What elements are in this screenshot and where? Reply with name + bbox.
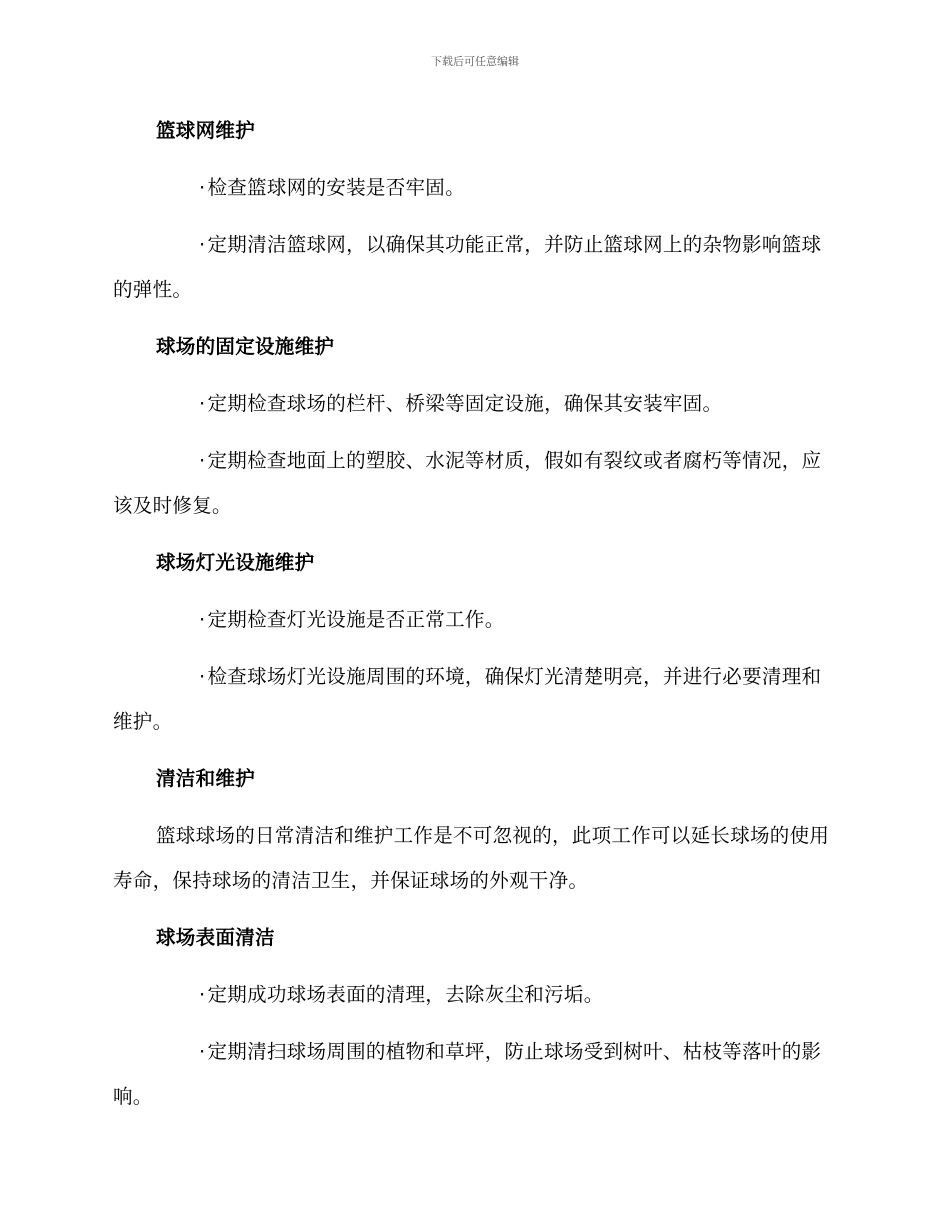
bullet-text: 定期清洁篮球网，以确保其功能正常，并防止篮球网上的杂物影响篮球的弹性。 [113, 233, 822, 301]
bullet-text: 定期清扫球场周围的植物和草坪，防止球场受到树叶、枯枝等落叶的影响。 [113, 1040, 822, 1108]
bullet-marker: · [199, 608, 206, 631]
bullet-item [113, 972, 833, 1017]
bullet-text: 检查篮球网的安装是否牢固。 [207, 176, 465, 199]
section-heading-surface-cleaning: 球场表面清洁 [156, 926, 275, 949]
bullet-item [113, 597, 833, 642]
bullet-text: 定期检查灯光设施是否正常工作。 [207, 608, 505, 631]
bullet-marker: · [199, 233, 206, 256]
bullet-text: 定期检查地面上的塑胶、水泥等材质，假如有裂纹或者腐朽等情况，应该及时修复。 [113, 449, 822, 517]
section-heading-net: 篮球网维护 [156, 119, 256, 142]
bullet-marker: · [199, 665, 206, 688]
bullet-marker: · [199, 983, 206, 1006]
section-heading-fixed-facilities: 球场的固定设施维护 [156, 335, 335, 358]
bullet-marker: · [199, 1040, 206, 1063]
body-paragraph: 篮球球场的日常清洁和维护工作是不可忽视的，此项工作可以延长球场的使用寿命，保持球场的清洁卫生，并保证球场的外观干净。 [113, 824, 830, 892]
section-heading-lighting: 球场灯光设施维护 [156, 551, 315, 574]
page-header: 下载后可任意编辑 [431, 55, 519, 68]
bullet-marker: · [199, 449, 206, 472]
section-heading-cleaning: 清洁和维护 [156, 767, 256, 790]
bullet-item [113, 1029, 833, 1119]
bullet-text: 定期成功球场表面的清理，去除灰尘和污垢。 [207, 983, 604, 1006]
bullet-item [113, 381, 833, 426]
bullet-item [113, 438, 833, 528]
bullet-item [113, 222, 833, 312]
bullet-marker: · [199, 176, 206, 199]
bullet-item [113, 654, 833, 744]
bullet-item [113, 165, 833, 210]
document-body [113, 108, 833, 1131]
bullet-marker: · [199, 392, 206, 415]
bullet-text: 检查球场灯光设施周围的环境，确保灯光清楚明亮，并进行必要清理和维护。 [113, 665, 822, 733]
bullet-text: 定期检查球场的栏杆、桥梁等固定设施，确保其安装牢固。 [207, 392, 723, 415]
